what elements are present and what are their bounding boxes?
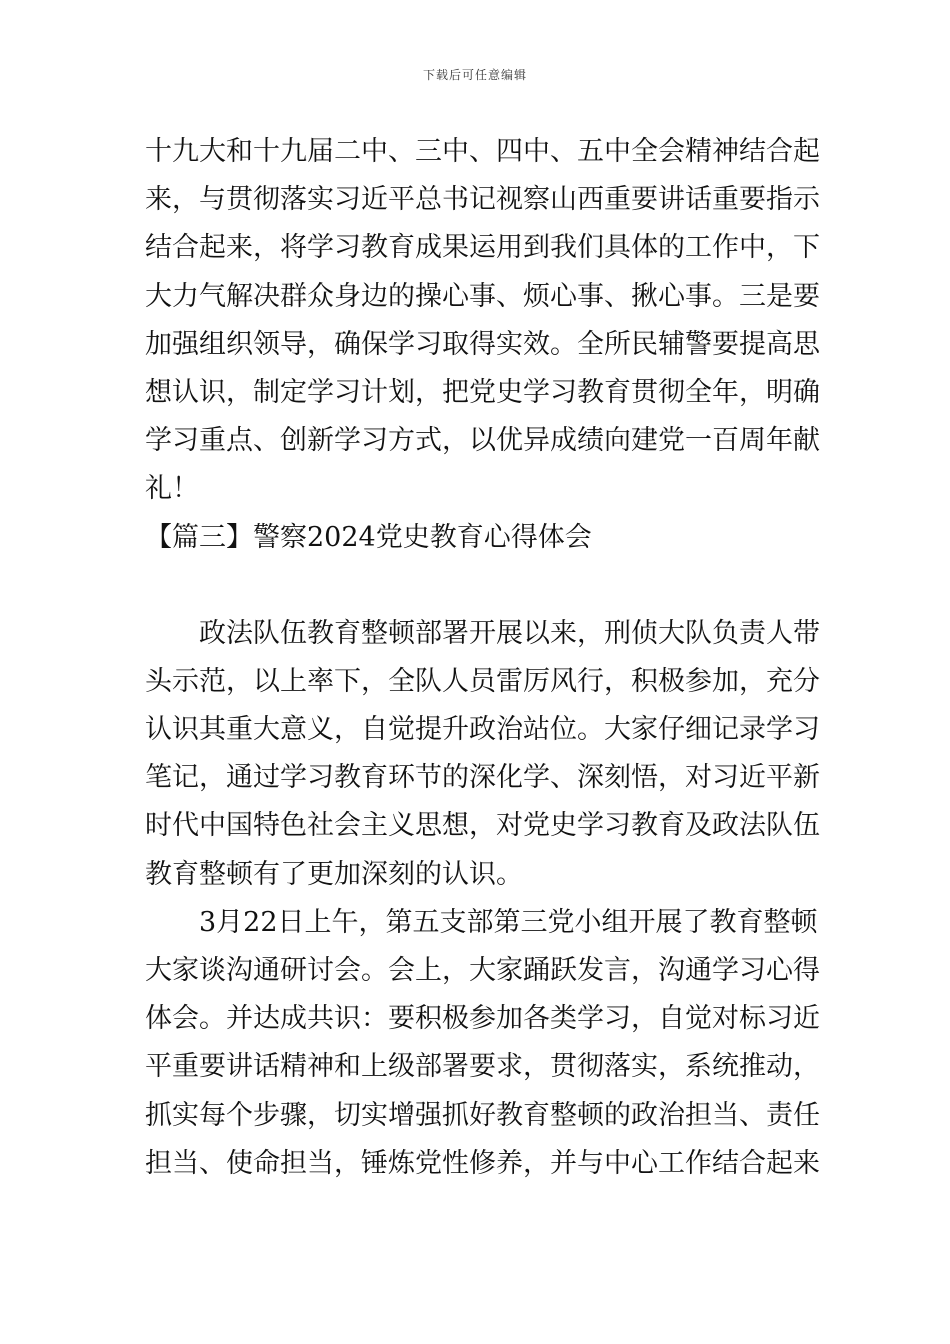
text-line: 加强组织领导，确保学习取得实效。全所民辅警要提高思	[145, 328, 820, 360]
text-line: 认识其重大意义，自觉提升政治站位。大家仔细记录学习	[145, 714, 820, 746]
continuation-paragraph	[145, 128, 820, 514]
section-heading: 【篇三】警察2024党史教育心得体会	[145, 521, 592, 553]
text-line: 3月22日上午，第五支部第三党小组开展了教育整顿	[199, 906, 818, 938]
paragraph-1	[145, 610, 820, 899]
page-header-note: 下载后可任意编辑	[422, 68, 527, 82]
text-line: 来，与贯彻落实习近平总书记视察山西重要讲话重要指示	[145, 184, 820, 216]
text-line: 十九大和十九届二中、三中、四中、五中全会精神结合起	[145, 136, 820, 167]
paragraph-2	[145, 899, 820, 1188]
text-line: 笔记，通过学习教育环节的深化学、深刻悟，对习近平新	[145, 762, 820, 794]
text-line: 大家谈沟通研讨会。会上，大家踊跃发言，沟通学习心得	[145, 955, 820, 986]
text-line: 担当、使命担当，锤炼党性修养，并与中心工作结合起来	[145, 1147, 820, 1179]
text-line: 教育整顿有了更加深刻的认识。	[145, 858, 523, 890]
document-body	[145, 128, 820, 1188]
text-line: 政法队伍教育整顿部署开展以来，刑侦大队负责人带	[199, 617, 820, 649]
text-line: 抓实每个步骤，切实增强抓好教育整顿的政治担当、责任	[145, 1099, 820, 1131]
text-line: 平重要讲话精神和上级部署要求，贯彻落实，系统推动，	[145, 1051, 820, 1083]
text-line: 学习重点、创新学习方式，以优异成绩向建党一百周年献	[145, 425, 820, 457]
text-line: 时代中国特色社会主义思想，对党史学习教育及政法队伍	[145, 810, 820, 842]
text-line: 大力气解决群众身边的操心事、烦心事、揪心事。三是要	[145, 280, 820, 312]
text-line: 想认识，制定学习计划，把党史学习教育贯彻全年，明确	[145, 376, 820, 408]
text-line: 头示范，以上率下，全队人员雷厉风行，积极参加，充分	[145, 665, 820, 697]
text-line: 礼！	[145, 473, 199, 505]
text-line: 结合起来，将学习教育成果运用到我们具体的工作中，下	[145, 232, 820, 264]
text-line: 体会。并达成共识：要积极参加各类学习，自觉对标习近	[145, 1003, 820, 1035]
